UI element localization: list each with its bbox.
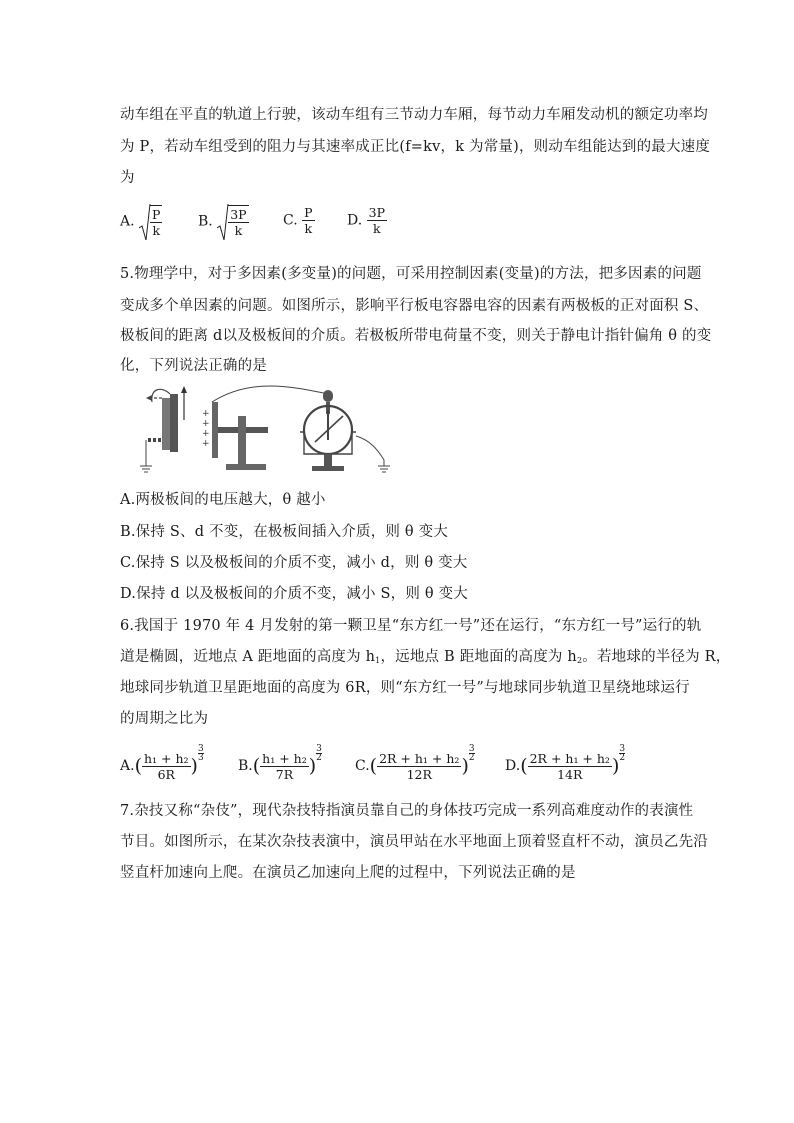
q4-option-c: C. $\frac{P}{k}$: [283, 205, 313, 236]
q6-option-c: C.( $\frac{\text{2R + h₁ + h₂}}{12R}$ ) $\frac{3}{2}$: [355, 744, 475, 782]
q5-line-2: 变成多个单因素的问题。如图所示，影响平行板电容器电容的因素有两极板的正对面积 S、: [120, 298, 709, 314]
q6-option-d: D.( $\frac{\text{2R + h₁ + h₂}}{14R}$ ) $\frac{3}{2}$: [505, 744, 626, 782]
capacitor-electrometer-figure: [140, 380, 400, 482]
plus-sign: +: [202, 419, 210, 429]
q7-line-1: 7.杂技又称“杂伎”，现代杂技特指演员靠自己的身体技巧完成一系列高难度动作的表演性: [120, 803, 694, 819]
q4-line-2: 为 P，若动车组受到的阻力与其速率成正比(f=kv，k 为常量)，则动车组能达到的最大速度: [120, 139, 711, 155]
plus-sign: +: [202, 439, 210, 449]
sqrt-sign: $\frac{P}{k}$: [139, 205, 162, 238]
q6-line-3: 地球同步轨道卫星距地面的高度为 6R，则“东方红一号”与地球同步轨道卫星绕地球运行: [120, 680, 690, 696]
q4-option-a: A. $\frac{P}{k}$: [120, 205, 162, 238]
q6-option-b: B.( $\frac{\text{h₁ + h₂}}{7R}$ ) $\frac{3}{2}$: [238, 744, 322, 782]
q6-line-2: 道是椭圆，近地点 A 距地面的高度为 $h_1$，远地点 B 距地面的高度为 $h_2$。若地球的半径为 R，: [120, 649, 731, 665]
q5-option-b: B.保持 S、d 不变，在极板间插入介质，则 θ 变大: [120, 524, 449, 540]
plus-sign: +: [202, 429, 210, 439]
q4-line-1: 动车组在平直的轨道上行驶，该动车组有三节动力车厢，每节动力车厢发动机的额定功率均: [120, 107, 708, 123]
q5-option-d: D.保持 d 以及极板间的介质不变，减小 S，则 θ 变大: [120, 586, 469, 602]
q7-line-2: 节目。如图所示，在某次杂技表演中，演员甲站在水平地面上顶着竖直杆不动，演员乙先沿: [120, 834, 708, 850]
q5-line-1: 5.物理学中，对于多因素(多变量)的问题，可采用控制因素(变量)的方法，把多因素的问题: [120, 266, 702, 282]
q5-line-4: 化，下列说法正确的是: [120, 358, 267, 374]
plus-sign: +: [202, 409, 210, 419]
q7-line-3: 竖直杆加速向上爬。在演员乙加速向上爬的过程中，下列说法正确的是: [120, 865, 576, 881]
q6-option-a: A.( $\frac{\text{h₁ + h₂}}{6R}$ ) $\frac{3}{3}$: [120, 744, 204, 782]
q4-option-b: B. $\frac{3P}{k}$: [198, 205, 249, 238]
q5-option-a: A.两极板间的电压越大，θ 越小: [120, 492, 326, 508]
q4-line-3: 为: [120, 170, 135, 186]
sqrt-sign: $\frac{3P}{k}$: [217, 205, 248, 238]
q6-line-4: 的周期之比为: [120, 711, 209, 727]
q4-option-d: D. $\frac{3P}{k}$: [347, 205, 386, 236]
q5-option-c: C.保持 S 以及极板间的介质不变，减小 d，则 θ 变大: [120, 555, 468, 571]
q6-line-1: 6.我国于 1970 年 4 月发射的第一颗卫星“东方红一号”还在运行，“东方红一号”运行的轨: [120, 618, 702, 634]
q5-line-3: 极板间的距离 d以及极板间的介质。若极板所带电荷量不变，则关于静电计指针偏角 θ 的变: [120, 328, 712, 344]
